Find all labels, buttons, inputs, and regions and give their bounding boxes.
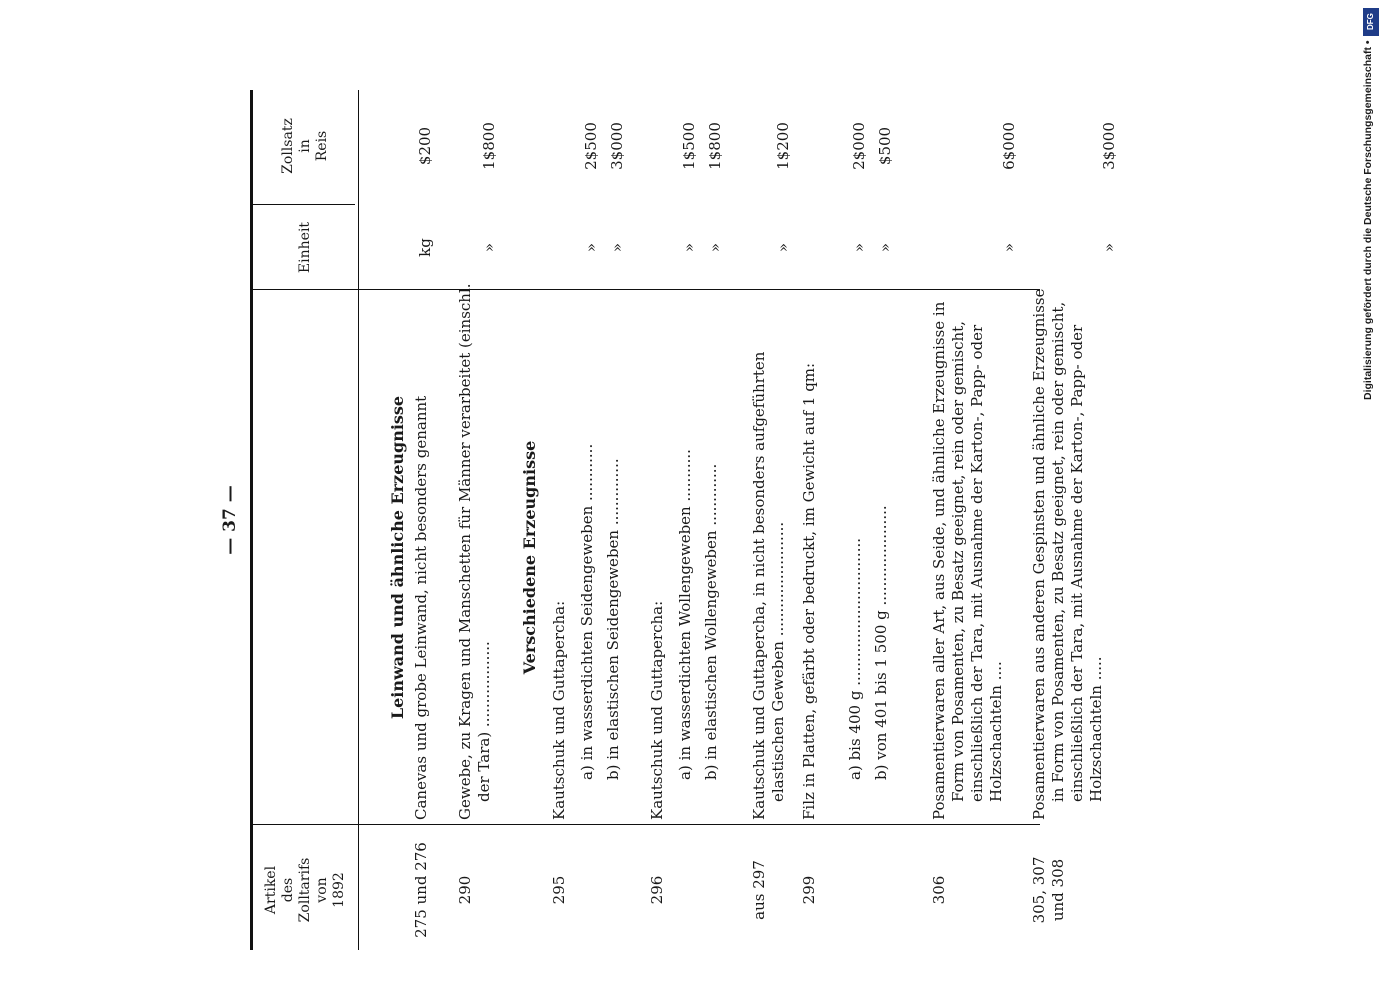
item-description: Canevas und grobe Leinwand, nicht besonders genannt <box>412 395 430 820</box>
item-unit: » <box>680 242 698 253</box>
stamp-text: Digitalisierung gefördert durch die Deutsche Forschungsgemeinschaft • <box>1362 40 1374 400</box>
digitization-stamp <box>1362 8 1380 408</box>
table-row <box>550 90 574 950</box>
item-description: Kautschuk und Guttapercha: <box>550 600 568 820</box>
item-description: a) in wasserdichten Wollengeweben ........... <box>676 449 694 780</box>
article-number: 295 <box>550 875 568 905</box>
item-description: Filz in Platten, gefärbt oder bedruckt, im Gewicht auf 1 qm: <box>800 362 818 820</box>
item-unit: » <box>1000 242 1018 253</box>
item-rate: 6$000 <box>1000 122 1018 170</box>
item-description: a) in wasserdichten Seidengeweben ............ <box>578 443 596 780</box>
item-unit: » <box>608 242 626 253</box>
item-rate: 2$500 <box>582 122 600 170</box>
item-rate: $200 <box>416 126 434 166</box>
header-unit: Einheit <box>297 221 313 274</box>
table-row <box>800 90 844 950</box>
item-rate: 3$000 <box>1100 122 1118 170</box>
table-row <box>578 90 602 950</box>
page-number: — 37 — <box>220 485 240 555</box>
item-rate: 1$500 <box>680 122 698 170</box>
section-heading-row <box>388 90 410 950</box>
table-row <box>872 90 896 950</box>
item-description: Kautschuk und Guttapercha, in nicht besonders aufgeführten elastischen Geweben ........................ <box>750 351 787 820</box>
item-unit: » <box>480 242 498 253</box>
item-description: Kautschuk und Guttapercha: <box>648 600 666 820</box>
article-number: aus 297 <box>750 860 768 920</box>
article-number: 299 <box>800 875 818 905</box>
header-article: Artikel des Zolltarifs von 1892 <box>263 857 347 923</box>
table-body <box>360 90 1150 950</box>
section-title: Verschiedene Erzeugnisse <box>520 440 539 675</box>
table-header <box>250 90 359 950</box>
item-unit: kg <box>416 238 434 257</box>
item-description: b) in elastischen Wollengeweben ............. <box>702 463 720 780</box>
item-rate: $500 <box>876 126 894 166</box>
item-description: Gewebe, zu Kragen und Manschetten für Männer verarbeitet (einschl. der Tara) .................. <box>456 283 493 820</box>
table-row <box>930 90 1020 950</box>
item-unit: » <box>850 242 868 253</box>
item-description: a) bis 400 g ............................... <box>846 537 864 780</box>
table-row <box>412 90 436 950</box>
table-row <box>1030 90 1120 950</box>
table-row <box>750 90 794 950</box>
tariff-page <box>220 90 1160 950</box>
item-rate: 3$000 <box>608 122 626 170</box>
item-rate: 1$200 <box>774 122 792 170</box>
item-description: Posamentierwaren aller Art, aus Seide, und ähnliche Erzeugnisse in Form von Posamenten, zu Besatz geeignet, rein oder gemischt, einschließlich der Tara, mit Ausnahme der Karton-, Papp- oder Holzschachteln .... <box>930 301 1005 820</box>
section-title: Leinwand und ähnliche Erzeugnisse <box>388 395 407 720</box>
item-unit: » <box>774 242 792 253</box>
item-unit: » <box>876 242 894 253</box>
header-description <box>253 295 358 820</box>
column-divider <box>250 204 355 205</box>
item-description: b) in elastischen Seidengeweben .............. <box>604 458 622 780</box>
table-row <box>604 90 628 950</box>
item-rate: 1$800 <box>706 122 724 170</box>
item-description: Posamentierwaren aus anderen Gespinsten und ähnliche Erzeugnisse in Form von Posamenten, zu Besatz geeignet, rein oder gemischt, einschließlich der Tara, mit Ausnahme der Karton-, Papp- oder Holzschachteln ..... <box>1030 288 1105 820</box>
header-rate: Zollsatz in Reis <box>280 118 330 174</box>
article-number: 296 <box>648 875 666 905</box>
table-row <box>702 90 726 950</box>
table-row <box>456 90 500 950</box>
section-heading-row <box>520 90 546 950</box>
article-number: 275 und 276 <box>412 842 430 938</box>
article-number: 305, 307 und 308 <box>1030 856 1067 924</box>
table-row <box>648 90 672 950</box>
item-description: b) von 401 bis 1 500 g ..................... <box>872 505 890 780</box>
article-number: 290 <box>456 875 474 905</box>
dfg-logo: DFG <box>1363 8 1379 36</box>
table-row <box>846 90 870 950</box>
item-unit: » <box>1100 242 1118 253</box>
item-rate: 1$800 <box>480 122 498 170</box>
article-number: 306 <box>930 875 948 905</box>
item-unit: » <box>582 242 600 253</box>
item-rate: 2$000 <box>850 122 868 170</box>
item-unit: » <box>706 242 724 253</box>
table-row <box>676 90 700 950</box>
